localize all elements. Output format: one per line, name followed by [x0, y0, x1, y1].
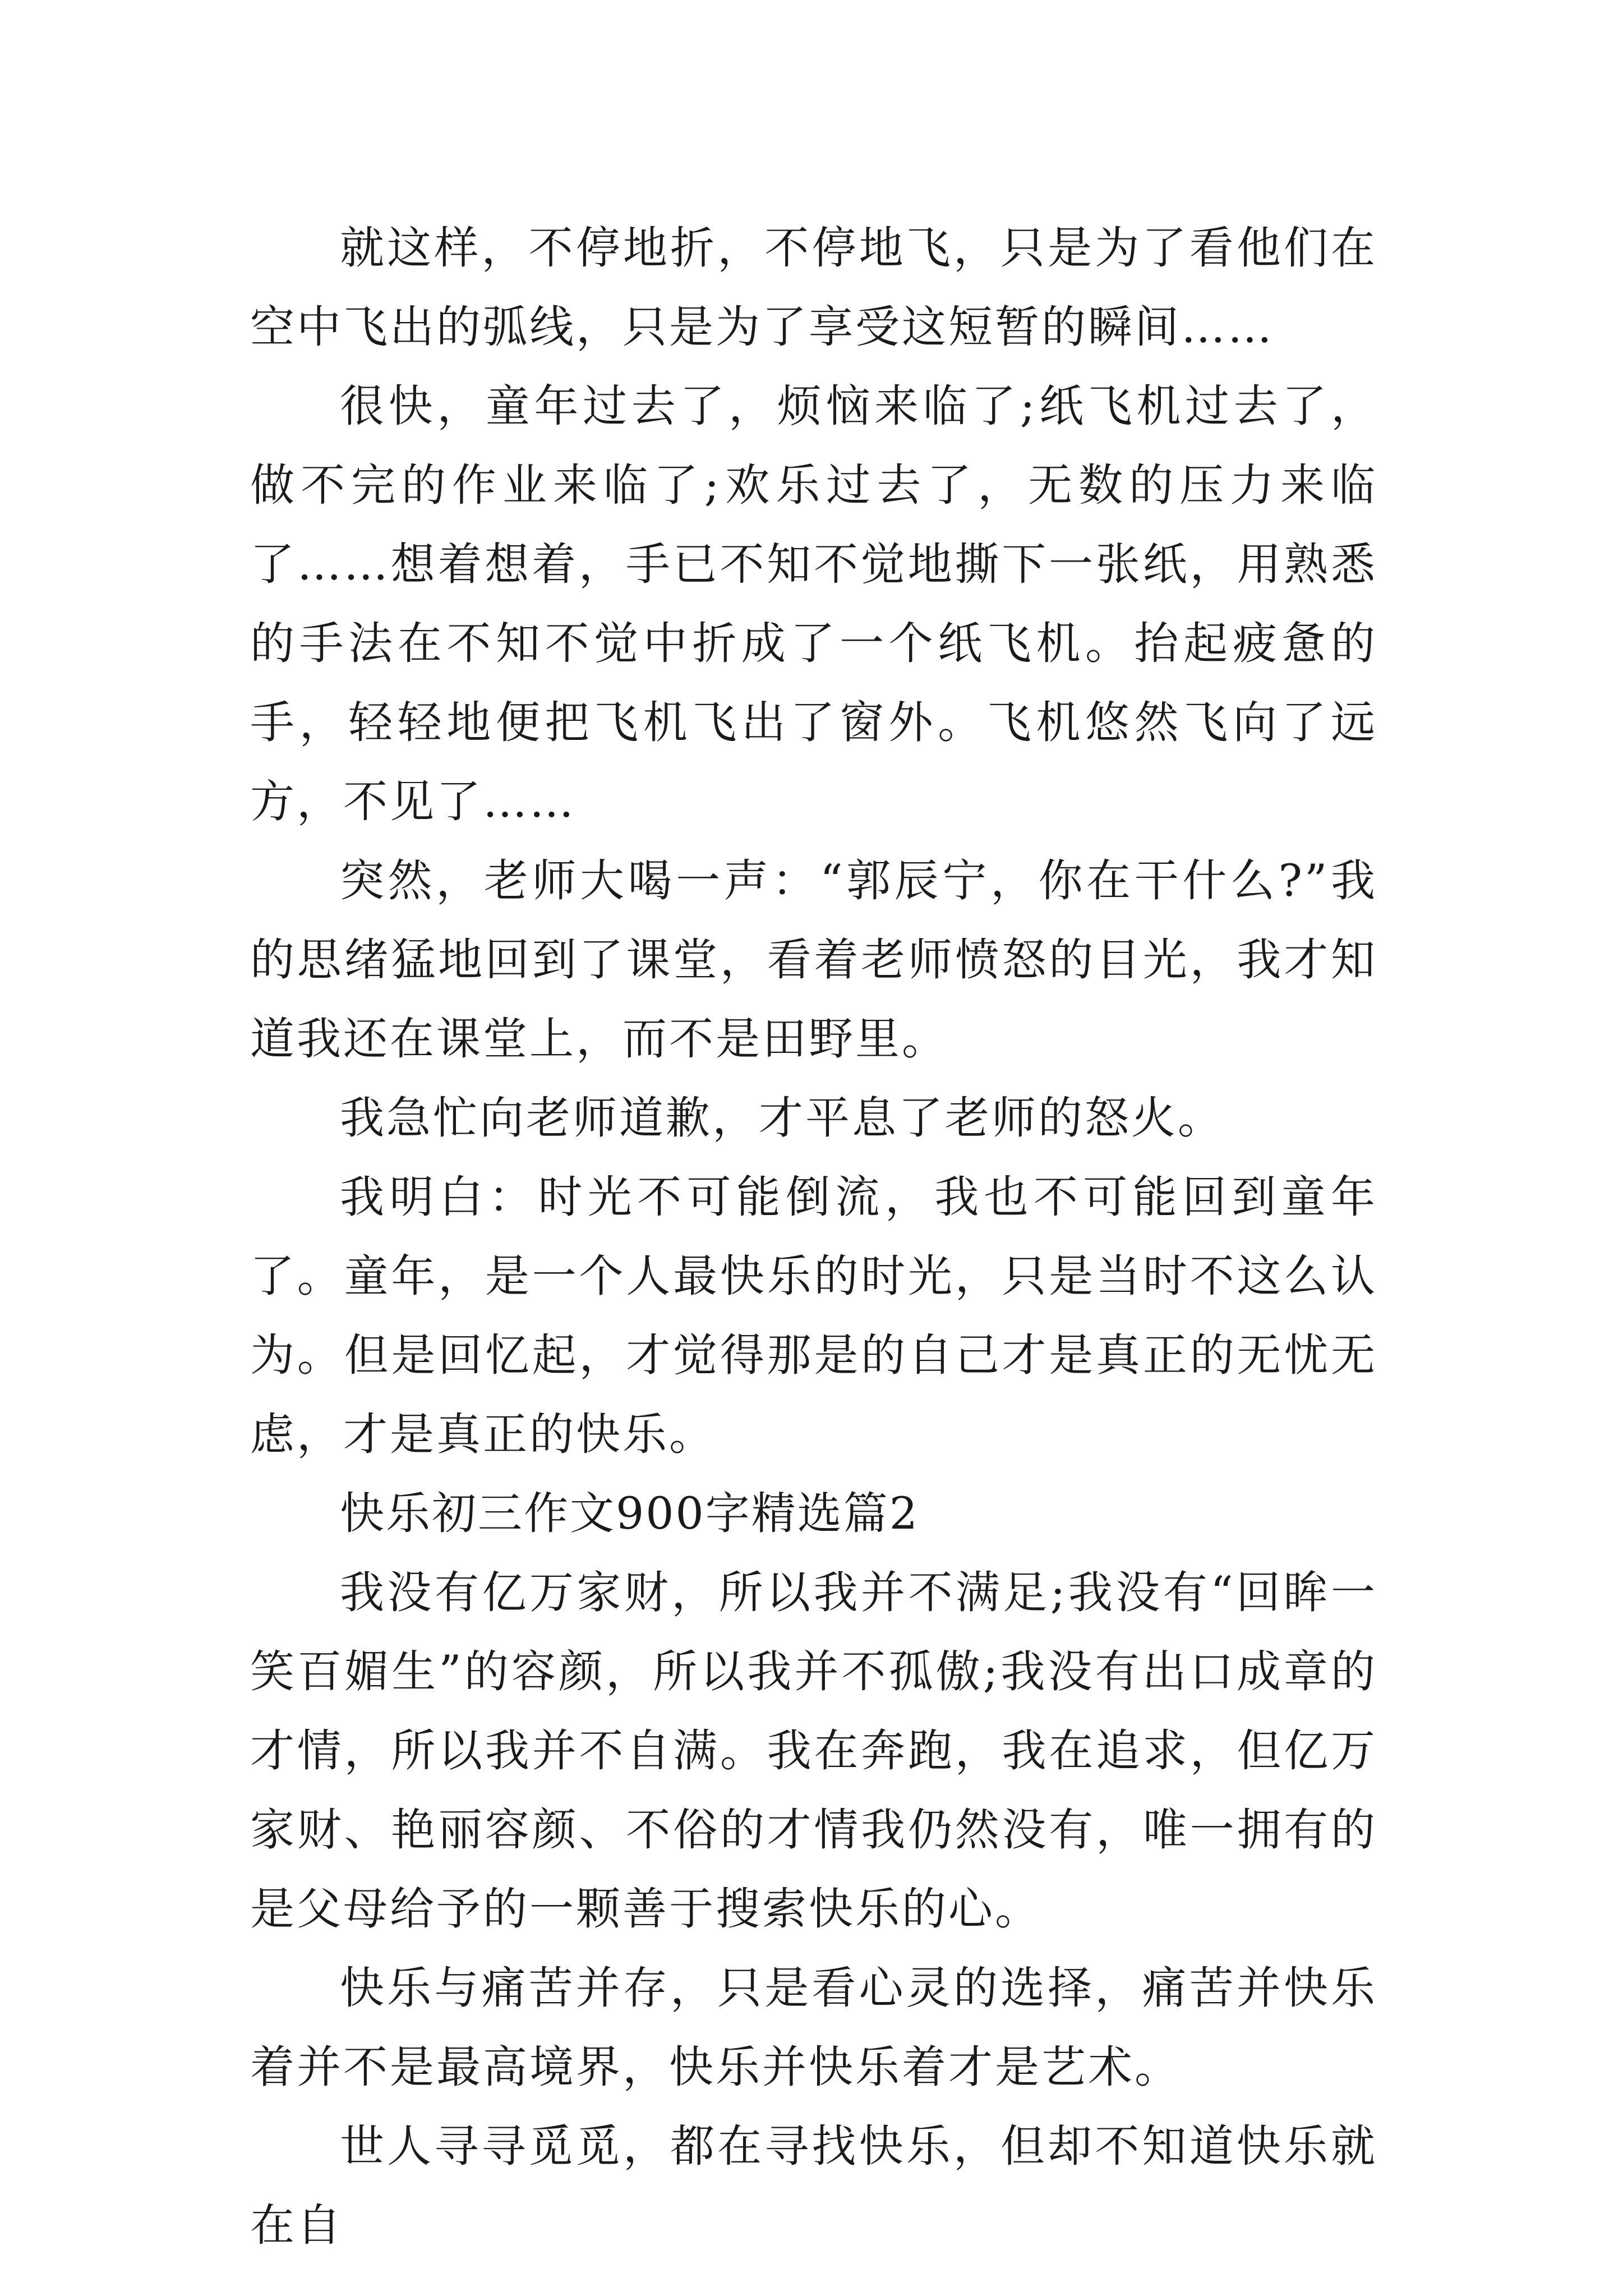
section-heading: 快乐初三作文900字精选篇2 — [340, 1488, 920, 1539]
paragraph: 我明白：时光不可能倒流，我也不可能回到童年了。童年，是一个人最快乐的时光，只是当时不这么认为。但是回忆起，才觉得那是的自己才是真正的无忧无虑，才是真正的快乐。 — [250, 1171, 1377, 1460]
paragraph: 很快，童年过去了，烦恼来临了;纸飞机过去了，做不完的作业来临了;欢乐过去了，无数的压力来临了……想着想着，手已不知不觉地撕下一张纸，用熟悉的手法在不知不觉中折成了一个纸飞机。抬起疲惫的手，轻轻地便把飞机飞出了窗外。飞机悠然飞向了远方，不见了…… — [250, 380, 1377, 827]
paragraph: 我没有亿万家财，所以我并不满足;我没有“回眸一笑百媚生”的容颜，所以我并不孤傲;我没有出口成章的才情，所以我并不自满。我在奔跑，我在追求，但亿万家财、艳丽容颜、不俗的才情我仍然没有，唯一拥有的是父母给予的一颗善于搜索快乐的心。 — [250, 1567, 1377, 1935]
paragraph: 世人寻寻觅觅，都在寻找快乐，但却不知道快乐就在自 — [250, 2120, 1377, 2251]
paragraph: 我急忙向老师道歉，才平息了老师的怒火。 — [340, 1092, 1224, 1144]
paragraph: 突然，老师大喝一声：“郭辰宁，你在干什么?”我的思绪猛地回到了课堂，看着老师愤怒的目光，我才知道我还在课堂上，而不是田野里。 — [250, 855, 1377, 1065]
document-body — [250, 209, 1377, 2265]
paragraph: 快乐与痛苦并存，只是看心灵的选择，痛苦并快乐着并不是最高境界，快乐并快乐着才是艺术。 — [250, 1962, 1377, 2093]
paragraph: 就这样，不停地折，不停地飞，只是为了看他们在空中飞出的弧线，只是为了享受这短暂的瞬间…… — [250, 222, 1377, 353]
